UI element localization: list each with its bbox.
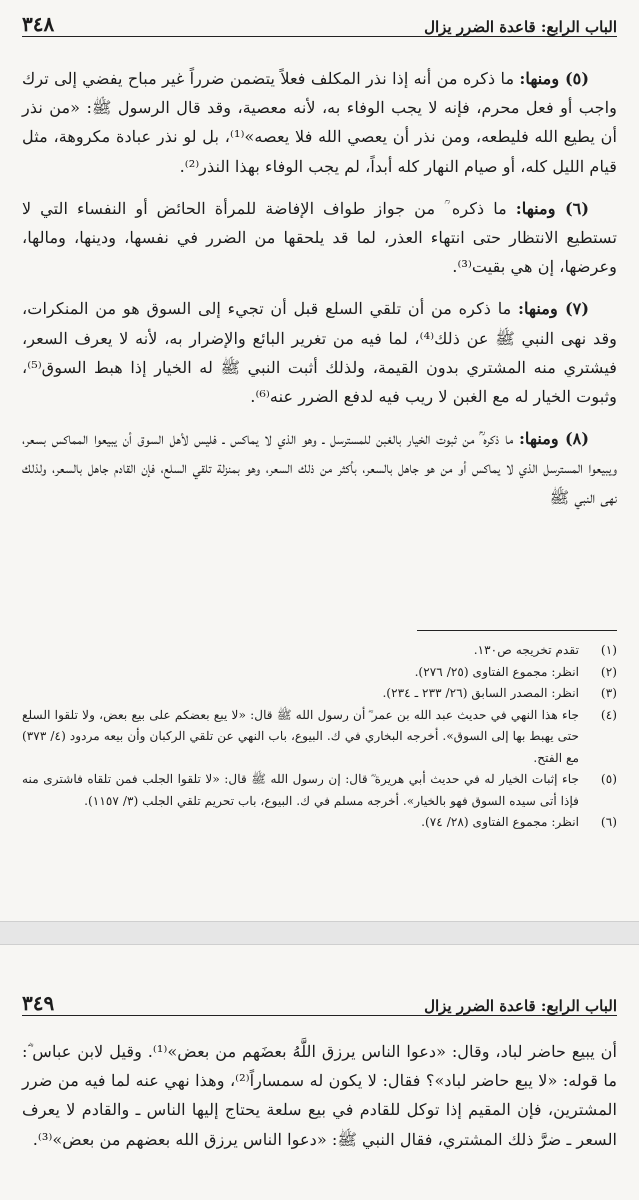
footnote-text: انظر: المصدر السابق (٢٦/ ٢٣٣ ـ ٢٣٤). bbox=[382, 686, 579, 700]
chapter-title: الباب الرابع: قاعدة الضرر يزال bbox=[424, 997, 617, 1015]
footnote-number: (٥) bbox=[600, 772, 617, 786]
running-header bbox=[22, 985, 617, 1016]
footnote-2 bbox=[22, 662, 617, 684]
paragraph-text: ما ذكره من أن تلقي السلع قبل أن تجيء إلى السوق هو من المنكرات، وقد نهى النبي ﷺ عن ذلك⁽⁴⁾، لما فيه من تغرير البائع والإضرار به، لأنه لا يعرف السعر، فيشتري منه المشتري بدون القيمة، ولذلك أثبت النبي ﷺ له الخيار إذا هبط السوق⁽⁵⁾، وثبوت الخيار له مع الغبن لا ريب فيه لدفع الضرر عنه⁽⁶⁾. bbox=[22, 299, 618, 407]
paragraph-continuation: أن يبيع حاضر لباد، وقال: «دعوا الناس يرزق اللَّهُ بعضَهم من بعض»⁽¹⁾. وقيل لابن عباس ؓ: ما قوله: «لا يبع حاضر لباد»؟ فقال: لا يكون له سمساراً⁽²⁾، وهذا نهي عنه لما فيه من ضرر المشترين، فإن المقيم إذا توكل للقادم في بيع سلعة يحتاج إليها الناس ـ والقادم لا يعرف السعر ـ ضرَّ ذلك المشتري، فقال النبي ﷺ: «دعوا الناس يرزق الله بعضهم من بعض»⁽³⁾. bbox=[22, 1042, 617, 1149]
main-text bbox=[22, 64, 617, 525]
footnote-number: (٤) bbox=[600, 707, 617, 722]
paragraph-7 bbox=[22, 294, 617, 411]
paragraph-lead: (٨) ومنها: bbox=[518, 429, 589, 449]
footnote-text: جاء هذا النهي في حديث عبد الله بن عمر ؓ أن رسول الله ﷺ قال: «لا يبع بعضكم على بيع بعض، ولا تلقوا السلع حتى يهبط بها إلى السوق». أخرجه البخاري في ك. البيوع، باب النهي عن تلقي الركبان وأن بيعه مردود (٤/ ٣٧٣) مع الفتح. bbox=[22, 707, 580, 765]
paragraph-lead: (٦) ومنها: bbox=[515, 198, 589, 218]
running-header bbox=[22, 6, 617, 37]
paragraph-6 bbox=[22, 194, 617, 282]
footnotes bbox=[22, 640, 617, 834]
footnote-1 bbox=[22, 640, 617, 662]
footnote-divider bbox=[417, 630, 617, 631]
page-number: ٣٤٩ bbox=[22, 991, 55, 1015]
paragraph-lead: (٥) ومنها: bbox=[519, 69, 589, 88]
footnote-number: (١) bbox=[600, 643, 617, 657]
footnote-4 bbox=[22, 705, 617, 770]
footnote-text: انظر: مجموع الفتاوى (٢٨/ ٧٤). bbox=[421, 815, 579, 829]
footnote-number: (٣) bbox=[600, 686, 617, 700]
paragraph-text: ما ذكره من أنه إذا نذر المكلف فعلاً يتضمن ضرراً غير مباح يفضي إلى ترك واجب أو فعل محرم، فإنه لا يجب الوفاء به، لأنه معصية، وقد قال الرسول ﷺ: «من نذر أن يطيع الله فليطعه، ومن نذر أن يعصي الله فلا يعصه»⁽¹⁾، بل لو نذر عبادة مكروهة، مثل قيام الليل كله، أو صيام النهار كله أبداً، لم يجب الوفاء بهذا النذر⁽²⁾. bbox=[22, 69, 618, 176]
footnote-6 bbox=[22, 812, 617, 834]
footnote-text: انظر: مجموع الفتاوى (٢٥/ ٢٧٦). bbox=[414, 664, 579, 679]
footnote-5 bbox=[22, 769, 617, 812]
footnote-3 bbox=[22, 683, 617, 705]
footnote-text: جاء إثبات الخيار له في حديث أبي هريرة ؓ قال: إن رسول الله ﷺ قال: «لا تلقوا الجلب فمن تلقاه فاشترى منه فإذا أتى سيده السوق فهو بالخيار». أخرجه مسلم في ك. البيوع، باب تحريم تلقي الجلب (٣/ ١١٥٧). bbox=[22, 772, 579, 808]
footnote-number: (٦) bbox=[600, 815, 617, 829]
paragraph-text: ما ذكره ؒ من ثبوت الخيار بالغبن للمسترسل ـ وهو الذي لا يماكس ـ فليس لأهل السوق أن يبيعوا المماكس بسعر، ويبيعوا المسترسل الذي لا يماكس أو من هو جاهل بالسعر، بأكثر من ذلك السعر، وهو بمنزلة تلقي السلع، فإن القادم جاهل بالسعر، ولذلك نهى النبي ﷺ bbox=[22, 429, 617, 507]
footnote-number: (٢) bbox=[600, 664, 617, 679]
paragraph-5 bbox=[22, 64, 617, 181]
paragraph-8 bbox=[22, 424, 617, 512]
main-text bbox=[22, 1037, 617, 1167]
paragraph-lead: (٧) ومنها: bbox=[518, 299, 589, 319]
page-349 bbox=[0, 944, 639, 1200]
page-number: ٣٤٨ bbox=[22, 12, 55, 36]
paragraph-text: ما ذكره ؒ من جواز طواف الإفاضة للمرأة الحائض أو النفساء التي لا تستطيع الانتظار حتى انتهاء العذر، لما قد يلحقها من الضرر في نفسها، ودينها، ومالها، وعرضها، إن هي بقيت⁽³⁾. bbox=[22, 198, 617, 277]
chapter-title: الباب الرابع: قاعدة الضرر يزال bbox=[424, 18, 617, 36]
footnote-text: تقدم تخريجه ص١٣٠. bbox=[473, 643, 579, 657]
